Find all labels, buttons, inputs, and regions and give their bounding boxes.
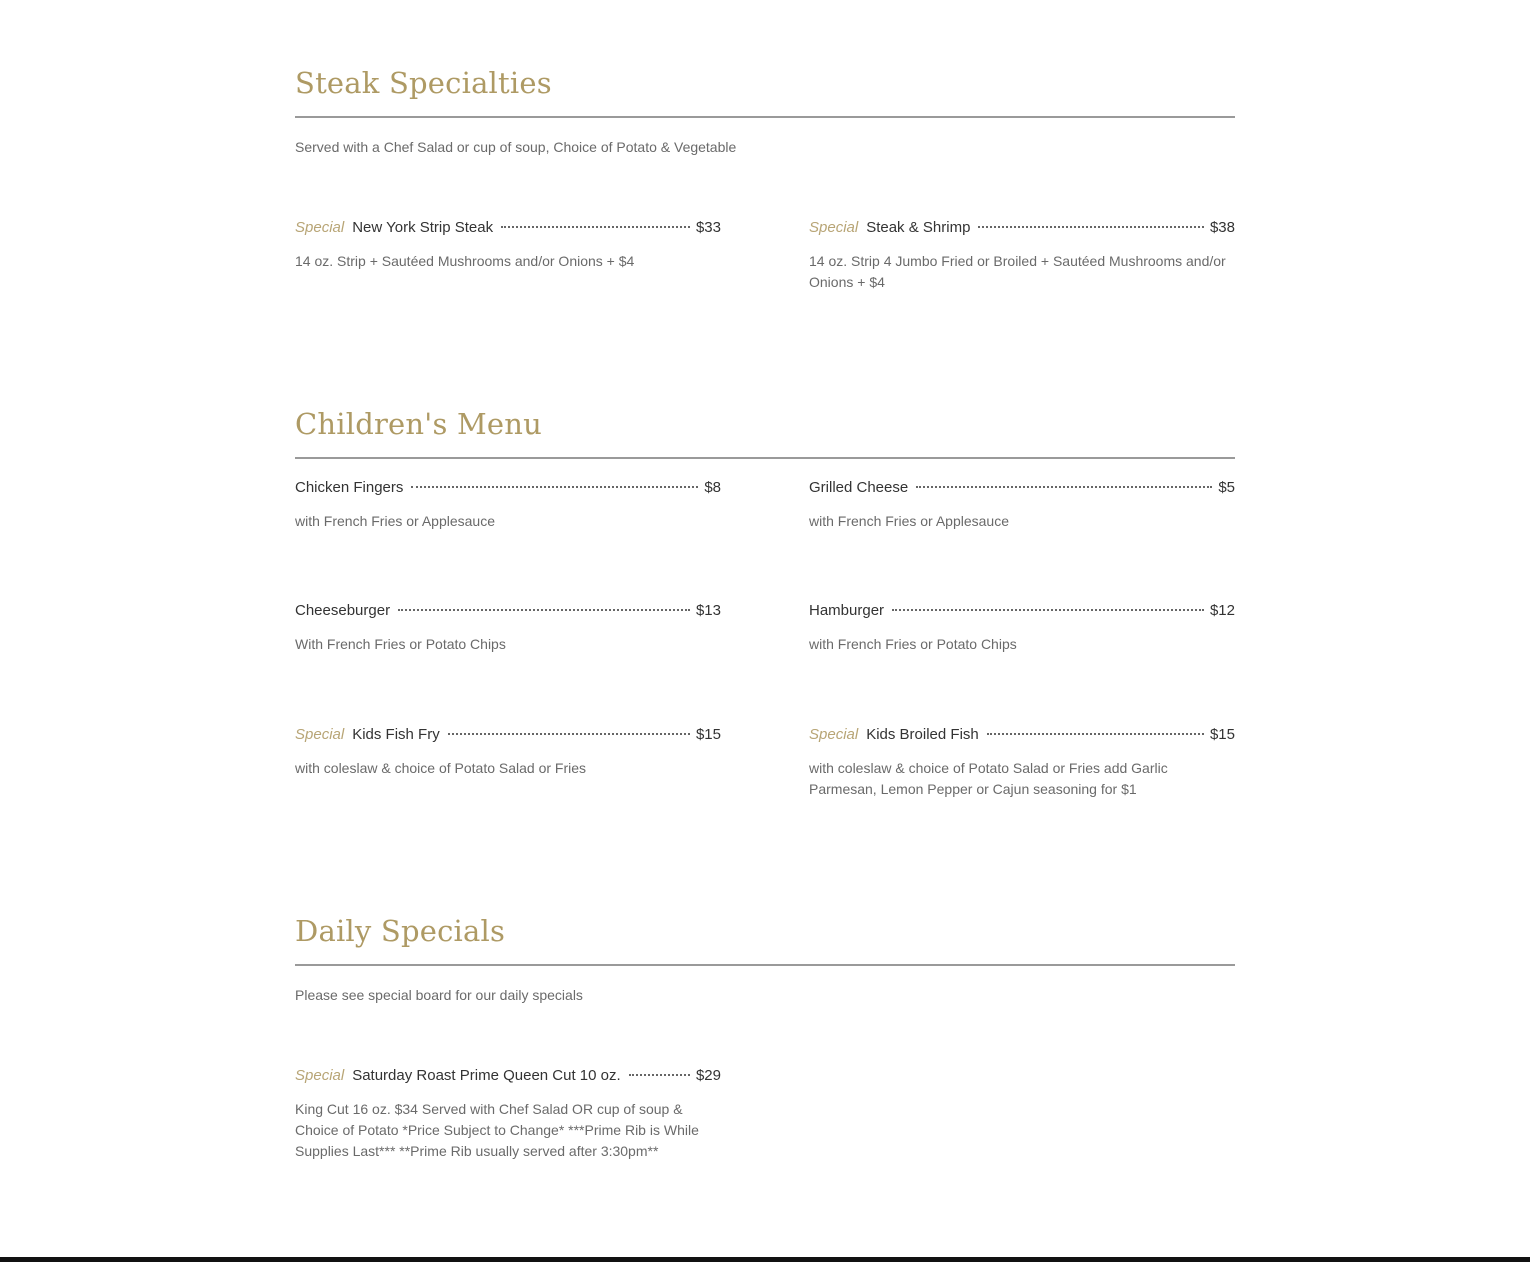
special-tag: Special	[809, 726, 859, 743]
menu-item	[809, 726, 1235, 800]
menu-item	[809, 479, 1235, 532]
item-name: Steak & Shrimp	[866, 219, 971, 236]
item-description: King Cut 16 oz. $34 Served with Chef Salad OR cup of soup & Choice of Potato *Price Subject to Change* ***Prime Rib is While Supplies Last*** **Prime Rib usually served after 3:30pm**	[295, 1101, 699, 1159]
special-tag: Special	[295, 726, 345, 743]
item-name: Chicken Fingers	[295, 479, 404, 496]
item-name: Cheeseburger	[295, 602, 391, 619]
special-tag: Special	[295, 1067, 345, 1084]
dot-leader	[501, 226, 690, 228]
special-tag: Special	[295, 219, 345, 236]
item-name: Hamburger	[809, 602, 885, 619]
item-name: Kids Fish Fry	[352, 726, 440, 743]
item-name: New York Strip Steak	[352, 219, 494, 236]
item-description: 14 oz. Strip + Sautéed Mushrooms and/or Onions + $4	[295, 253, 635, 269]
menu-item	[295, 479, 721, 532]
item-price: $15	[695, 726, 721, 743]
menu-item	[295, 1067, 721, 1162]
section-title: Daily Specials	[295, 914, 506, 948]
item-description: with French Fries or Applesauce	[295, 513, 495, 529]
item-price: $15	[1209, 726, 1235, 743]
section-description: Served with a Chef Salad or cup of soup, Choice of Potato & Vegetable	[295, 139, 737, 155]
item-price: $33	[695, 219, 721, 236]
menu-item	[809, 602, 1235, 655]
dot-leader	[892, 609, 1204, 611]
section-description: Please see special board for our daily specials	[295, 987, 583, 1003]
dot-leader	[448, 733, 690, 735]
item-price: $5	[1218, 479, 1235, 496]
section-divider	[295, 457, 1235, 459]
menu-item	[295, 726, 721, 779]
dot-leader	[987, 733, 1204, 735]
item-description: 14 oz. Strip 4 Jumbo Fried or Broiled + Sautéed Mushrooms and/or Onions + $4	[809, 253, 1226, 290]
item-description: with coleslaw & choice of Potato Salad or Fries	[295, 760, 587, 776]
item-description: with coleslaw & choice of Potato Salad or Fries add Garlic Parmesan, Lemon Pepper or Cajun seasoning for $1	[809, 760, 1168, 797]
item-name: Saturday Roast Prime Queen Cut 10 oz.	[352, 1067, 621, 1084]
item-price: $8	[704, 479, 721, 496]
dot-leader	[916, 486, 1212, 488]
dot-leader	[978, 226, 1204, 228]
item-name: Grilled Cheese	[809, 479, 909, 496]
dot-leader	[629, 1074, 690, 1076]
item-description: With French Fries or Potato Chips	[295, 636, 506, 652]
section-title: Steak Specialties	[295, 66, 552, 100]
menu-item	[295, 219, 721, 272]
section-divider	[295, 964, 1235, 966]
dot-leader	[411, 486, 698, 488]
item-price: $29	[695, 1067, 721, 1084]
item-name: Kids Broiled Fish	[866, 726, 979, 743]
item-price: $13	[695, 602, 721, 619]
menu-item	[295, 602, 721, 655]
special-tag: Special	[809, 219, 859, 236]
menu-item	[809, 219, 1235, 293]
section-divider	[295, 116, 1235, 118]
dot-leader	[398, 609, 690, 611]
item-description: with French Fries or Applesauce	[809, 513, 1009, 529]
footer-bar	[0, 1257, 1530, 1262]
item-price: $12	[1209, 602, 1235, 619]
section-title: Children's Menu	[295, 407, 542, 441]
item-price: $38	[1209, 219, 1235, 236]
item-description: with French Fries or Potato Chips	[809, 636, 1017, 652]
